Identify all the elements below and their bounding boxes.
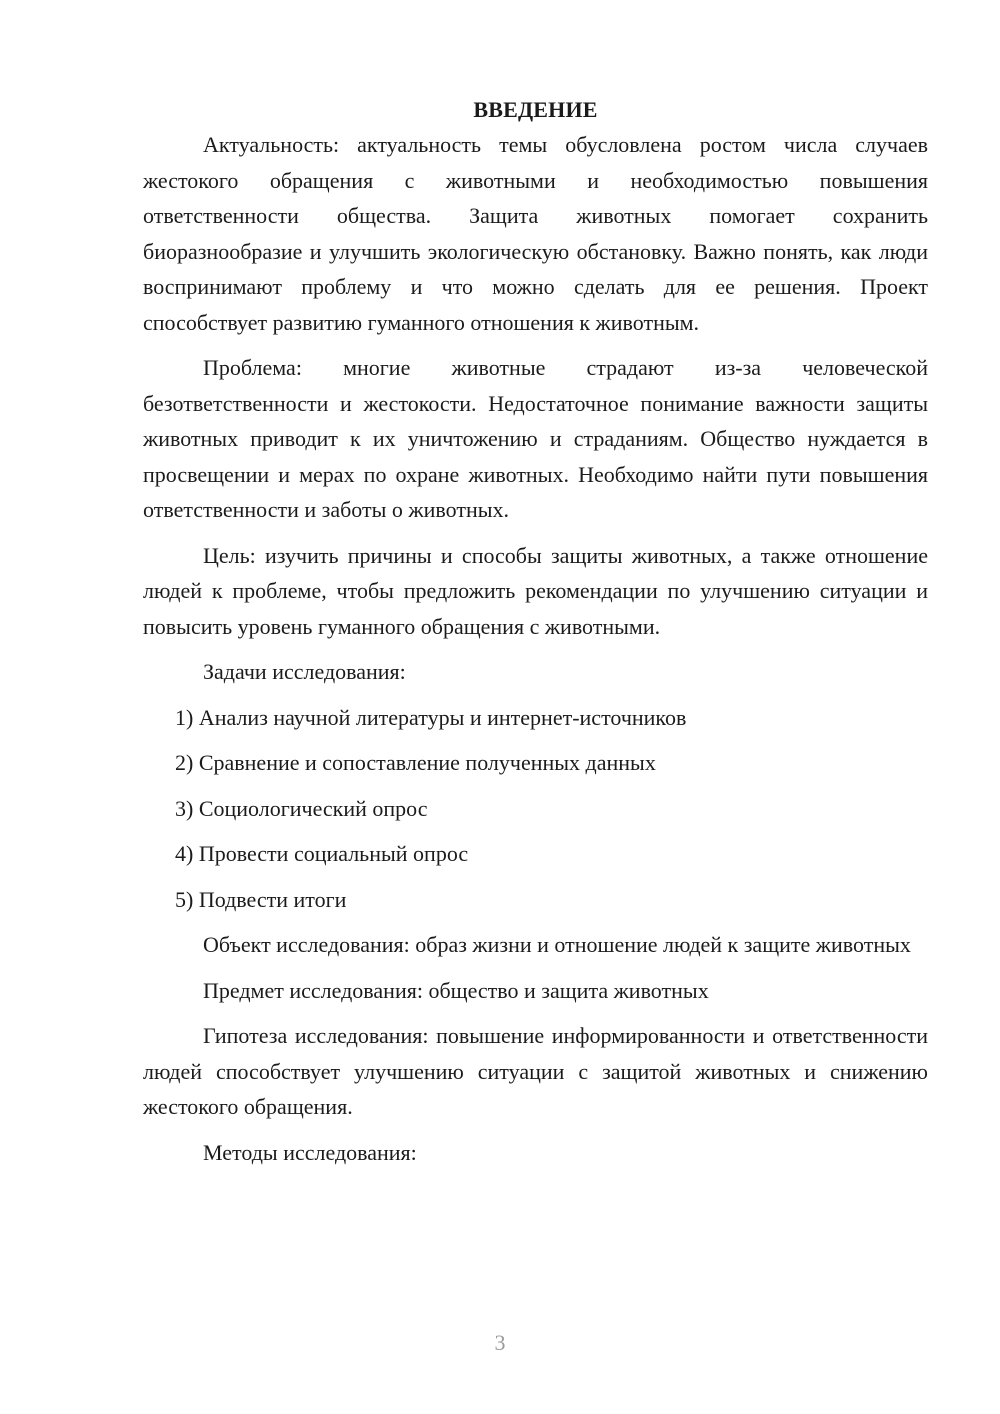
task-item: 2) Сравнение и сопоставление полученных данных (175, 750, 656, 775)
relevance-paragraph: Актуальность: актуальность темы обусловлена ростом числа случаев жестокого обращения с животными и необходимостью повышения ответственности общества. Защита животных помогает сохранить биоразнообразие и улучшить экологическую обстановку. Важно понять, как люди воспринимают проблему и что можно сделать для ее решения. Проект способствует развитию гуманного отношения к животным. (143, 132, 928, 335)
subject-paragraph: Предмет исследования: общество и защита животных (203, 977, 709, 1003)
problem-paragraph: Проблема: многие животные страдают из-за человеческой безответственности и жестокости. Недостаточное понимание важности защиты животных приводит к их уничтожению и страданиям. Общество нуждается в просвещении и мерах по охране животных. Необходимо найти пути повышения ответственности и заботы о животных. (143, 355, 928, 522)
tasks-list (143, 700, 928, 918)
page-number: 3 (494, 1330, 506, 1355)
task-item: 4) Провести социальный опрос (175, 841, 469, 866)
methods-heading: Методы исследования: (203, 1139, 417, 1165)
goal-paragraph: Цель: изучить причины и способы защиты животных, а также отношение людей к проблеме, чтобы предложить рекомендации по улучшению ситуации и повысить уровень гуманного обращения с животными. (143, 542, 928, 639)
document-page (143, 92, 928, 1180)
hypothesis-paragraph: Гипотеза исследования: повышение информированности и ответственности людей способствует улучшению ситуации с защитой животных и снижению жестокого обращения. (143, 1023, 928, 1119)
tasks-heading: Задачи исследования: (203, 659, 406, 684)
task-item: 3) Социологический опрос (175, 795, 428, 821)
section-title: ВВЕДЕНИЕ (473, 97, 598, 122)
task-item: 5) Подвести итоги (175, 886, 347, 912)
task-item: 1) Анализ научной литературы и интернет-источников (175, 704, 687, 730)
object-paragraph: Объект исследования: образ жизни и отношение людей к защите животных (203, 932, 911, 957)
